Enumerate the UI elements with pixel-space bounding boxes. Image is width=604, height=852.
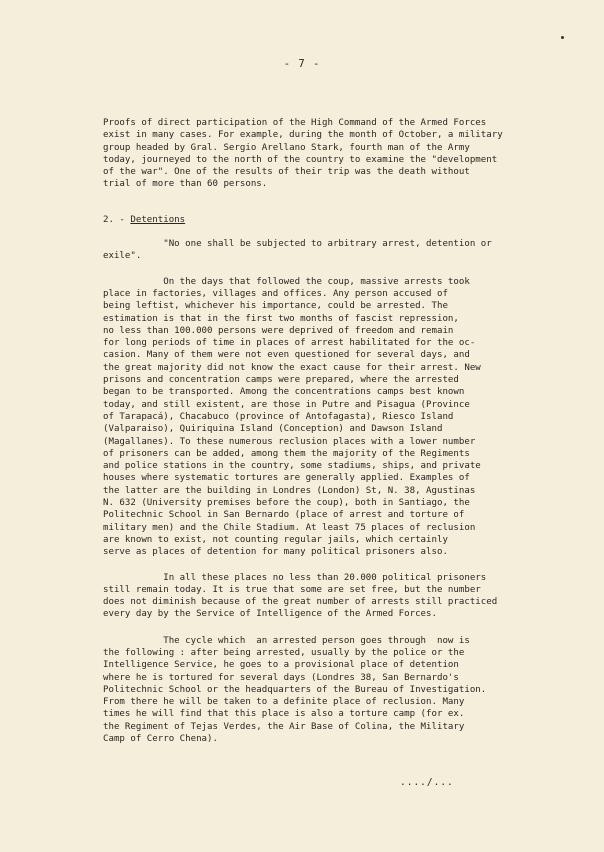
ink-mark (561, 36, 564, 39)
text-line: Proofs of direct participation of the High Command of the Armed Forces (103, 118, 487, 128)
text-line: The cycle which an arrested person goes through now is (103, 635, 470, 646)
text-line: trial of more than 60 persons. (103, 179, 268, 190)
text-line: From there he will be taken to a definite place of reclusion. Many (103, 697, 465, 708)
paragraph-3 (103, 572, 533, 621)
paragraph-4 (103, 635, 533, 746)
text-line: the great majority did not know the exact cause for their arrest. New (103, 362, 481, 373)
text-line: today, and still existent, are those in Putre and Pisagua (Province (103, 399, 470, 410)
text-line: In all these places no less than 20.000 political prisoners (103, 572, 487, 583)
text-line: exist in many cases. For example, during the month of October, a military (103, 130, 503, 141)
text-line: military men) and the Chile Stadium. At least 75 places of reclusion (103, 522, 476, 533)
text-line: estimation is that in the first two months of fascist repression, (103, 313, 459, 324)
text-line: of the war". One of the results of their trip was the death without (103, 167, 470, 178)
text-line: and police stations in the country, some stadiums, ships, and private (103, 461, 481, 472)
text-line: (Valparaiso), Quiriquina Island (Conception) and Dawson Island (103, 424, 443, 435)
text-line: "No one shall be subjected to arbitrary arrest, detention or (103, 239, 492, 250)
text-line: N. 632 (University premises before the coup), both in Santiago, the (103, 498, 470, 509)
text-line: Politechnic School or the headquarters of the Bureau of Investigation. (103, 684, 487, 695)
text-line: today, journeyed to the north of the country to examine the "development (103, 154, 498, 165)
text-line: exile". (103, 251, 142, 262)
text-line: the Regiment of Tejas Verdes, the Air Base of Colina, the Military (103, 721, 465, 732)
text-line: serve as places of detention for many political prisoners also. (103, 547, 448, 558)
document-body (103, 117, 533, 745)
text-line: every day by the Service of Intelligence of the Armed Forces. (103, 609, 437, 620)
section-title: Detentions (130, 214, 186, 225)
text-line: (Magallanes). To these numerous reclusion places with a lower number (103, 436, 476, 447)
text-line: On the days that followed the coup, massive arrests took (103, 276, 470, 287)
text-line: place in factories, villages and offices. Any person accused of (103, 288, 448, 299)
text-line: Intelligence Service, he goes to a provisional place of detention (103, 660, 459, 671)
text-line: casion. Many of them were not even questioned for several days, and (103, 350, 470, 361)
text-line: of prisoners can be added, among them the majority of the Regiments (103, 448, 470, 459)
section-number: 2. - (103, 214, 131, 225)
text-line: of Tarapacá), Chacabuco (province of Antofagasta), Riesco Island (103, 411, 454, 422)
section-heading (103, 214, 533, 226)
text-line: Camp of Cerro Chena). (103, 734, 218, 745)
text-line: are known to exist, not counting regular jails, which certainly (103, 534, 448, 545)
quote (103, 238, 533, 263)
paragraph-2 (103, 276, 533, 559)
continuation-mark: ..../... (400, 777, 454, 788)
paragraph-1 (103, 117, 533, 191)
page-number: - 7 - (283, 58, 321, 70)
text-line: being leftist, whichever his importance, could be arrested. The (103, 301, 448, 312)
text-line: prisons and concentration camps were prepared, where the arrested (103, 375, 459, 386)
text-line: times he will find that this place is also a torture camp (for ex. (103, 709, 465, 720)
text-line: still remain today. It is true that some are set free, but the number (103, 584, 481, 595)
text-line: no less than 100.000 persons were deprived of freedom and remain (103, 325, 454, 336)
text-line: for long periods of time in places of arrest habilitated for the oc- (103, 338, 476, 349)
text-line: where he is tortured for several days (Londres 38, San Bernardo's (103, 672, 459, 683)
text-line: houses where systematic tortures are generally applied. Examples of (103, 473, 470, 484)
text-line: the following : after being arrested, usually by the police or the (103, 647, 465, 658)
text-line: does not diminish because of the great number of arrests still practiced (103, 597, 498, 608)
text-line: began to be transported. Among the concentrations camps best known (103, 387, 465, 398)
text-line: the latter are the building in Londres (London) St, N. 38, Agustinas (103, 485, 476, 496)
text-line: group headed by Gral. Sergio Arellano Stark, fourth man of the Army (103, 142, 470, 153)
text-line: Politechnic School in San Bernardo (place of arrest and torture of (103, 510, 465, 521)
